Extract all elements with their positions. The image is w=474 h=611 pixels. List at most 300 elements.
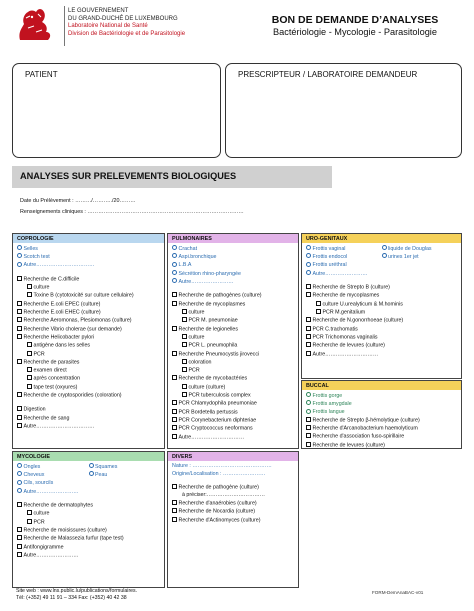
analysis-label: Recherche de parasites: [23, 359, 80, 366]
option-label: L.B.A: [178, 262, 192, 269]
radio-icon[interactable]: [17, 253, 22, 258]
analysis-label: culture U.urealyticum & M.hominis: [322, 301, 403, 308]
panel-title-pulmonaires: PULMONAIRES: [168, 234, 298, 243]
checkbox-icon[interactable]: [306, 334, 311, 339]
analysis-item[interactable]: [172, 434, 294, 442]
gov-line-1: LE GOUVERNEMENT: [68, 8, 129, 14]
option-label: Cheveux: [23, 472, 45, 478]
specimen-row: [17, 262, 160, 270]
radio-icon[interactable]: [172, 253, 177, 258]
checkbox-icon[interactable]: [17, 326, 22, 331]
panel-title-coprologie: COPROLOGIE: [13, 234, 164, 243]
checkbox-icon[interactable]: [172, 425, 177, 430]
radio-icon[interactable]: [306, 409, 311, 414]
checkbox-icon[interactable]: [27, 342, 32, 347]
specimen-row: [306, 400, 457, 408]
analysis-item[interactable]: [17, 342, 160, 350]
header-divider: [64, 6, 65, 46]
checkbox-icon[interactable]: [182, 317, 187, 322]
checkbox-icon[interactable]: [172, 517, 177, 522]
specimen-option[interactable]: [172, 246, 197, 252]
analysis-label: Recherche de pathogènes (culture): [178, 293, 262, 300]
specimen-row: [17, 488, 160, 496]
checkbox-icon[interactable]: [17, 392, 22, 397]
specimen-option[interactable]: [306, 401, 352, 407]
analysis-item[interactable]: [172, 367, 294, 375]
analysis-item[interactable]: [172, 317, 294, 325]
analysis-item[interactable]: [172, 326, 294, 334]
radio-icon[interactable]: [306, 253, 311, 258]
analysis-item[interactable]: [172, 334, 294, 342]
analysis-label: Recherche de Strepto B (culture): [312, 284, 390, 291]
specimen-row: [306, 409, 457, 417]
analysis-item[interactable]: [17, 334, 160, 342]
checkbox-icon[interactable]: [306, 284, 311, 289]
analysis-item[interactable]: [17, 384, 160, 392]
analysis-label: tape test (oxyures): [33, 384, 78, 391]
checkbox-icon[interactable]: [172, 417, 177, 422]
checkbox-icon[interactable]: [17, 502, 22, 507]
option-label: Selles: [23, 245, 38, 252]
checkbox-icon[interactable]: [17, 301, 22, 306]
checkbox-icon[interactable]: [172, 326, 177, 331]
analysis-item[interactable]: [17, 309, 160, 317]
analysis-item[interactable]: [17, 317, 160, 325]
radio-icon[interactable]: [89, 463, 94, 468]
analysis-item[interactable]: [17, 527, 160, 535]
checkbox-icon[interactable]: [306, 342, 311, 347]
specimen-option[interactable]: [172, 262, 191, 268]
footer-website[interactable]: Site web : www.lns.public.lu/publications/formulaires.: [16, 588, 138, 594]
analysis-item[interactable]: [306, 334, 457, 342]
analysis-label: Recherche E.coli EHEC (culture): [23, 309, 101, 316]
checkbox-icon[interactable]: [172, 508, 177, 513]
radio-icon[interactable]: [306, 400, 311, 405]
analysis-label: Recherche d'association fuso-spirillaire: [312, 434, 405, 441]
radio-icon[interactable]: [306, 262, 311, 267]
analysis-item[interactable]: [17, 292, 160, 300]
analysis-item[interactable]: [306, 301, 457, 309]
checkbox-icon[interactable]: [182, 334, 187, 339]
option-label: Squames: [95, 463, 118, 470]
analysis-label: Recherche d'Actinomyces (culture): [178, 517, 261, 524]
checkbox-icon[interactable]: [182, 367, 187, 372]
checkbox-icon[interactable]: [316, 301, 321, 306]
analysis-label: Recherche Vibrio cholerae (sur demande): [23, 326, 122, 333]
analysis-label: PCR: [33, 351, 45, 358]
analysis-item[interactable]: [172, 500, 294, 508]
footer-phone: Tél: (+352) 49 11 91 – 334 Fax: (+352) 40 42 38: [16, 594, 127, 601]
analysis-item[interactable]: [306, 309, 457, 317]
analysis-label: Recherche E.coli EPEC (culture): [23, 301, 101, 308]
specimen-option[interactable]: [382, 246, 432, 252]
lab-name: Laboratoire National de Santé: [68, 23, 148, 29]
analysis-item: [172, 492, 294, 500]
analysis-label: Recherche de N.gonorrhoeae (culture): [312, 318, 404, 325]
checkbox-icon[interactable]: [306, 442, 311, 447]
radio-icon[interactable]: [172, 262, 177, 267]
analysis-label: Recherche Helicobacter pylori: [23, 334, 95, 341]
specimen-option[interactable]: [17, 464, 40, 470]
government-block: [68, 8, 238, 38]
analysis-label: Recherche de Malassezia furfur (tape test): [23, 536, 124, 543]
checkbox-icon[interactable]: [306, 326, 311, 331]
checkbox-icon[interactable]: [306, 417, 311, 422]
origine-field[interactable]: Origine/Localisation : ……………………: [172, 470, 266, 477]
analysis-label: Autre……………………: [23, 552, 79, 559]
option-label: Autre……………………: [23, 488, 79, 495]
analysis-item[interactable]: [17, 351, 160, 359]
checkbox-icon[interactable]: [27, 384, 32, 389]
analysis-label: PCR L. pneumophila: [188, 342, 238, 349]
option-label: Frottis vaginal: [312, 245, 346, 252]
analysis-item[interactable]: [17, 406, 160, 414]
analysis-item[interactable]: [17, 392, 160, 400]
specimen-option[interactable]: [89, 464, 118, 470]
option-label: Scotch test: [23, 254, 50, 260]
checkbox-icon[interactable]: [17, 359, 22, 364]
checkbox-icon[interactable]: [316, 309, 321, 314]
radio-icon[interactable]: [172, 270, 177, 275]
checkbox-icon[interactable]: [27, 519, 32, 524]
checkbox-icon[interactable]: [182, 309, 187, 314]
radio-icon[interactable]: [17, 480, 22, 485]
panel-divers: [167, 451, 299, 588]
checkbox-icon[interactable]: [27, 510, 32, 515]
checkbox-icon[interactable]: [17, 415, 22, 420]
checkbox-icon[interactable]: [17, 317, 22, 322]
nature-field[interactable]: Nature : ………………………………………: [172, 463, 272, 469]
analysis-item[interactable]: [17, 502, 160, 510]
option-label: Sécrétion rhino-pharyngée: [178, 270, 241, 277]
specimen-option[interactable]: [17, 480, 53, 486]
analysis-label: Recherche de C.difficile: [23, 276, 80, 283]
radio-icon[interactable]: [17, 471, 22, 476]
option-label: Ongles: [23, 463, 41, 470]
analysis-list: [172, 484, 294, 525]
checkbox-icon[interactable]: [17, 309, 22, 314]
panel-pulmonaires: [167, 233, 299, 449]
analysis-label: antigène dans les selles: [33, 342, 91, 349]
checkbox-icon[interactable]: [27, 284, 32, 289]
option-label: urines 1er jet: [388, 254, 419, 260]
radio-icon[interactable]: [306, 270, 311, 275]
analysis-item[interactable]: [17, 301, 160, 309]
specimen-option[interactable]: [17, 472, 44, 478]
analysis-item[interactable]: [306, 425, 457, 433]
specimen-option[interactable]: [172, 254, 217, 260]
panel-title-divers: DIVERS: [168, 452, 298, 461]
analysis-list: [172, 292, 294, 441]
analysis-label: Recherche de mycoplasmes: [312, 293, 380, 300]
specimen-option[interactable]: [17, 254, 50, 260]
analysis-label: culture: [188, 334, 205, 341]
analysis-item[interactable]: [306, 292, 457, 300]
analysis-item[interactable]: [17, 535, 160, 543]
analysis-item[interactable]: [306, 326, 457, 334]
analysis-item[interactable]: [306, 317, 457, 325]
checkbox-icon[interactable]: [17, 334, 22, 339]
analysis-label: Autre……………………………: [23, 423, 95, 430]
analysis-label: coloration: [188, 359, 212, 366]
option-label: Cils, sourcils: [23, 480, 54, 487]
specimen-option[interactable]: [306, 262, 347, 268]
analysis-label: Recherche de moisissures (culture): [23, 527, 107, 534]
specimen-list: [17, 463, 160, 496]
checkbox-icon[interactable]: [306, 433, 311, 438]
lab-division: Division de Bactériologie et de Parasitologie: [68, 30, 186, 37]
analysis-label: PCR M.genitalium: [322, 309, 366, 316]
analysis-label: PCR tuberculosis complex: [188, 392, 251, 399]
checkbox-icon[interactable]: [182, 359, 187, 364]
checkbox-icon[interactable]: [306, 351, 311, 356]
specimen-option[interactable]: [172, 279, 234, 285]
analysis-item[interactable]: [17, 510, 160, 518]
option-label: liquide de Douglas: [388, 245, 432, 252]
option-label: Autre……………………: [178, 278, 234, 285]
panel-mycologie: [12, 451, 165, 588]
analysis-label: PCR Cryptococcus neoformans: [178, 425, 253, 432]
option-label: Frottis langue: [312, 409, 345, 416]
analysis-item[interactable]: [172, 301, 294, 309]
option-label: Crachat: [178, 245, 198, 252]
option-label: Aspi.bronchique: [178, 254, 217, 260]
analysis-label: Recherche de dermatophytes: [23, 502, 93, 509]
checkbox-icon[interactable]: [182, 342, 187, 347]
analysis-item[interactable]: [306, 284, 457, 292]
specimen-row: [17, 245, 160, 253]
analysis-item[interactable]: [172, 417, 294, 425]
analysis-item[interactable]: [17, 415, 160, 423]
analysis-list: [306, 417, 457, 450]
checkbox-icon[interactable]: [172, 375, 177, 380]
document-title: BON DE DEMANDE D’ANALYSES: [271, 14, 439, 26]
analysis-item[interactable]: [172, 359, 294, 367]
radio-icon[interactable]: [89, 471, 94, 476]
analysis-label: PCR Bordetella pertussis: [178, 409, 238, 416]
checkbox-icon[interactable]: [172, 484, 177, 489]
specimen-row: [306, 270, 457, 278]
analysis-item[interactable]: [172, 351, 294, 359]
specimen-option[interactable]: [306, 271, 368, 277]
radio-icon[interactable]: [17, 245, 22, 250]
checkbox-icon[interactable]: [17, 406, 22, 411]
checkbox-icon[interactable]: [172, 400, 177, 405]
analysis-label: culture: [33, 284, 50, 291]
specimen-list: [306, 392, 457, 417]
patient-box[interactable]: [12, 63, 221, 158]
analysis-label: Toxine B (cytotoxicité sur culture cellulaire): [33, 293, 134, 300]
analysis-label: PCR M. pneumoniae: [188, 318, 238, 325]
analysis-label: PCR Corynebacterium diphteriae: [178, 417, 257, 424]
specimen-row: [17, 463, 160, 471]
radio-icon[interactable]: [17, 262, 22, 267]
analysis-label: Recherche de sang: [23, 415, 70, 422]
specimen-option[interactable]: [172, 271, 241, 277]
specimen-option[interactable]: [17, 246, 38, 252]
checkbox-icon[interactable]: [17, 544, 22, 549]
prescripteur-box[interactable]: [225, 63, 462, 158]
specimen-option[interactable]: [306, 409, 345, 415]
option-label: Frottis uréthral: [312, 262, 347, 269]
analysis-label: Recherche Pneumocystis jirovecci: [178, 351, 260, 358]
analysis-label: culture: [188, 309, 205, 316]
footer-contact: [16, 588, 137, 602]
checkbox-icon[interactable]: [306, 317, 311, 322]
checkbox-icon[interactable]: [17, 276, 22, 281]
analysis-label: Recherche de Strepto β-hémolytique (culture): [312, 417, 420, 424]
radio-icon[interactable]: [172, 278, 177, 283]
specimen-row: [306, 262, 457, 270]
panel-title-buccal: BUCCAL: [302, 381, 461, 390]
analysis-label: Recherche de mycobactéries: [178, 376, 248, 383]
analysis-item[interactable]: [306, 351, 457, 359]
analysis-item[interactable]: [172, 384, 294, 392]
checkbox-icon[interactable]: [17, 423, 22, 428]
analysis-label: Autre…………………………: [178, 434, 245, 441]
panel-title-mycologie: MYCOLOGIE: [13, 452, 164, 461]
analysis-item[interactable]: [306, 442, 457, 450]
checkbox-icon[interactable]: [172, 301, 177, 306]
analysis-label: Recherche de pathogène (culture): [178, 484, 259, 491]
panel-buccal: [301, 380, 462, 449]
checkbox-icon[interactable]: [27, 292, 32, 297]
analysis-label: PCR C.trachomatis: [312, 326, 358, 333]
analysis-item[interactable]: [306, 417, 457, 425]
specimen-option[interactable]: [17, 262, 94, 268]
analysis-item[interactable]: [17, 552, 160, 560]
specimen-list: [172, 245, 294, 286]
analysis-item[interactable]: [17, 367, 160, 375]
analysis-item[interactable]: [172, 392, 294, 400]
lion-coat-of-arms-icon: [14, 6, 56, 46]
analysis-item[interactable]: [172, 517, 294, 525]
analysis-label: Recherche de levures (culture): [312, 442, 385, 449]
analysis-item[interactable]: [17, 276, 160, 284]
analysis-list: [306, 284, 457, 359]
checkbox-icon[interactable]: [17, 527, 22, 532]
analysis-label: Recherche de cryptosporidies (coloration): [23, 392, 122, 399]
checkbox-icon[interactable]: [172, 500, 177, 505]
checkbox-icon[interactable]: [27, 351, 32, 356]
analysis-item[interactable]: [172, 508, 294, 516]
checkbox-icon[interactable]: [27, 375, 32, 380]
prescripteur-label: PRESCRIPTEUR / LABORATOIRE DEMANDEUR: [238, 70, 418, 79]
analysis-item[interactable]: [306, 433, 457, 441]
option-label: Frottis gorge: [312, 392, 343, 399]
checkbox-icon[interactable]: [27, 367, 32, 372]
specimen-row: [172, 253, 294, 261]
analysis-label: PCR Chlamydophila pneumoniae: [178, 401, 257, 408]
checkbox-icon[interactable]: [182, 384, 187, 389]
analysis-label: après concentration: [33, 376, 81, 383]
option-label: Autre……………………: [312, 270, 368, 277]
analysis-item[interactable]: [17, 544, 160, 552]
analysis-item[interactable]: [172, 309, 294, 317]
specimen-row: [172, 245, 294, 253]
analysis-label: Recherche Aeromonas, Plesiomonas (culture): [23, 318, 132, 325]
radio-icon[interactable]: [172, 245, 177, 250]
analysis-item[interactable]: [17, 519, 160, 527]
option-label: Peau: [95, 472, 108, 478]
analysis-label: culture (culture): [188, 384, 226, 391]
document-subtitle: Bactériologie - Mycologie - Parasitologie: [273, 27, 437, 37]
specimen-option[interactable]: [306, 246, 345, 252]
form-code: FORM-DemAnaBAC-v01: [372, 590, 424, 595]
analysis-item[interactable]: [172, 484, 294, 492]
specimen-option[interactable]: [382, 254, 419, 260]
radio-icon[interactable]: [382, 253, 387, 258]
specimen-option[interactable]: [306, 393, 342, 399]
analysis-list: [17, 502, 160, 560]
checkbox-icon[interactable]: [172, 409, 177, 414]
checkbox-icon[interactable]: [306, 425, 311, 430]
checkbox-icon[interactable]: [17, 552, 22, 557]
radio-icon[interactable]: [306, 392, 311, 397]
analysis-label: Recherche de legionelles: [178, 326, 238, 333]
option-label: Frottis amygdale: [312, 401, 352, 407]
specimen-row: [306, 392, 457, 400]
radio-icon[interactable]: [382, 245, 387, 250]
analysis-item[interactable]: [17, 284, 160, 292]
specimen-option[interactable]: [17, 489, 79, 495]
specimen-row: [172, 262, 294, 270]
analysis-label: PCR Trichomonas vaginalis: [312, 334, 378, 341]
analysis-item[interactable]: [172, 409, 294, 417]
checkbox-icon[interactable]: [172, 434, 177, 439]
analysis-item[interactable]: [172, 400, 294, 408]
radio-icon[interactable]: [306, 245, 311, 250]
analysis-item[interactable]: [17, 326, 160, 334]
analysis-item[interactable]: [17, 375, 160, 383]
option-label: Autre……………………………: [23, 262, 95, 269]
radio-icon[interactable]: [17, 488, 22, 493]
analysis-label: Recherche d'Arcanobacterium haemolyticum: [312, 425, 418, 432]
checkbox-icon[interactable]: [172, 351, 177, 356]
panel-urogenitaux: [301, 233, 462, 379]
specimen-list: [17, 245, 160, 270]
panel-coprologie: [12, 233, 165, 449]
analysis-label: culture: [33, 511, 50, 518]
radio-icon[interactable]: [17, 463, 22, 468]
specimen-option[interactable]: [306, 254, 347, 260]
option-label: Frottis endocol: [312, 254, 348, 260]
specimen-row: [306, 253, 457, 261]
panel-title-urogenitaux: URO-GENITAUX: [302, 234, 461, 243]
analysis-item[interactable]: [172, 342, 294, 350]
analysis-label: à préciser:……………………………: [182, 492, 265, 499]
specimen-option[interactable]: [89, 472, 108, 478]
analysis-list: [17, 276, 160, 431]
analysis-item[interactable]: [172, 375, 294, 383]
checkbox-icon[interactable]: [182, 392, 187, 397]
renseignements-cliniques-field[interactable]: Renseignements cliniques : ……………………………………………………………………………: [20, 209, 244, 215]
analysis-label: Recherche de levures (culture): [312, 342, 385, 349]
specimen-row: [17, 253, 160, 261]
analysis-item[interactable]: [172, 425, 294, 433]
checkbox-icon[interactable]: [172, 292, 177, 297]
analysis-item[interactable]: [306, 342, 457, 350]
analysis-label: Recherche de mycoplasmes: [178, 301, 246, 308]
analysis-item[interactable]: [17, 359, 160, 367]
checkbox-icon[interactable]: [306, 292, 311, 297]
patient-label: PATIENT: [25, 70, 58, 79]
analysis-item[interactable]: [172, 292, 294, 300]
checkbox-icon[interactable]: [17, 535, 22, 540]
analysis-item[interactable]: [17, 423, 160, 431]
date-prelevement-field[interactable]: Date du Prélèvement : ………/………../20………: [20, 198, 136, 204]
specimen-row: [172, 278, 294, 286]
